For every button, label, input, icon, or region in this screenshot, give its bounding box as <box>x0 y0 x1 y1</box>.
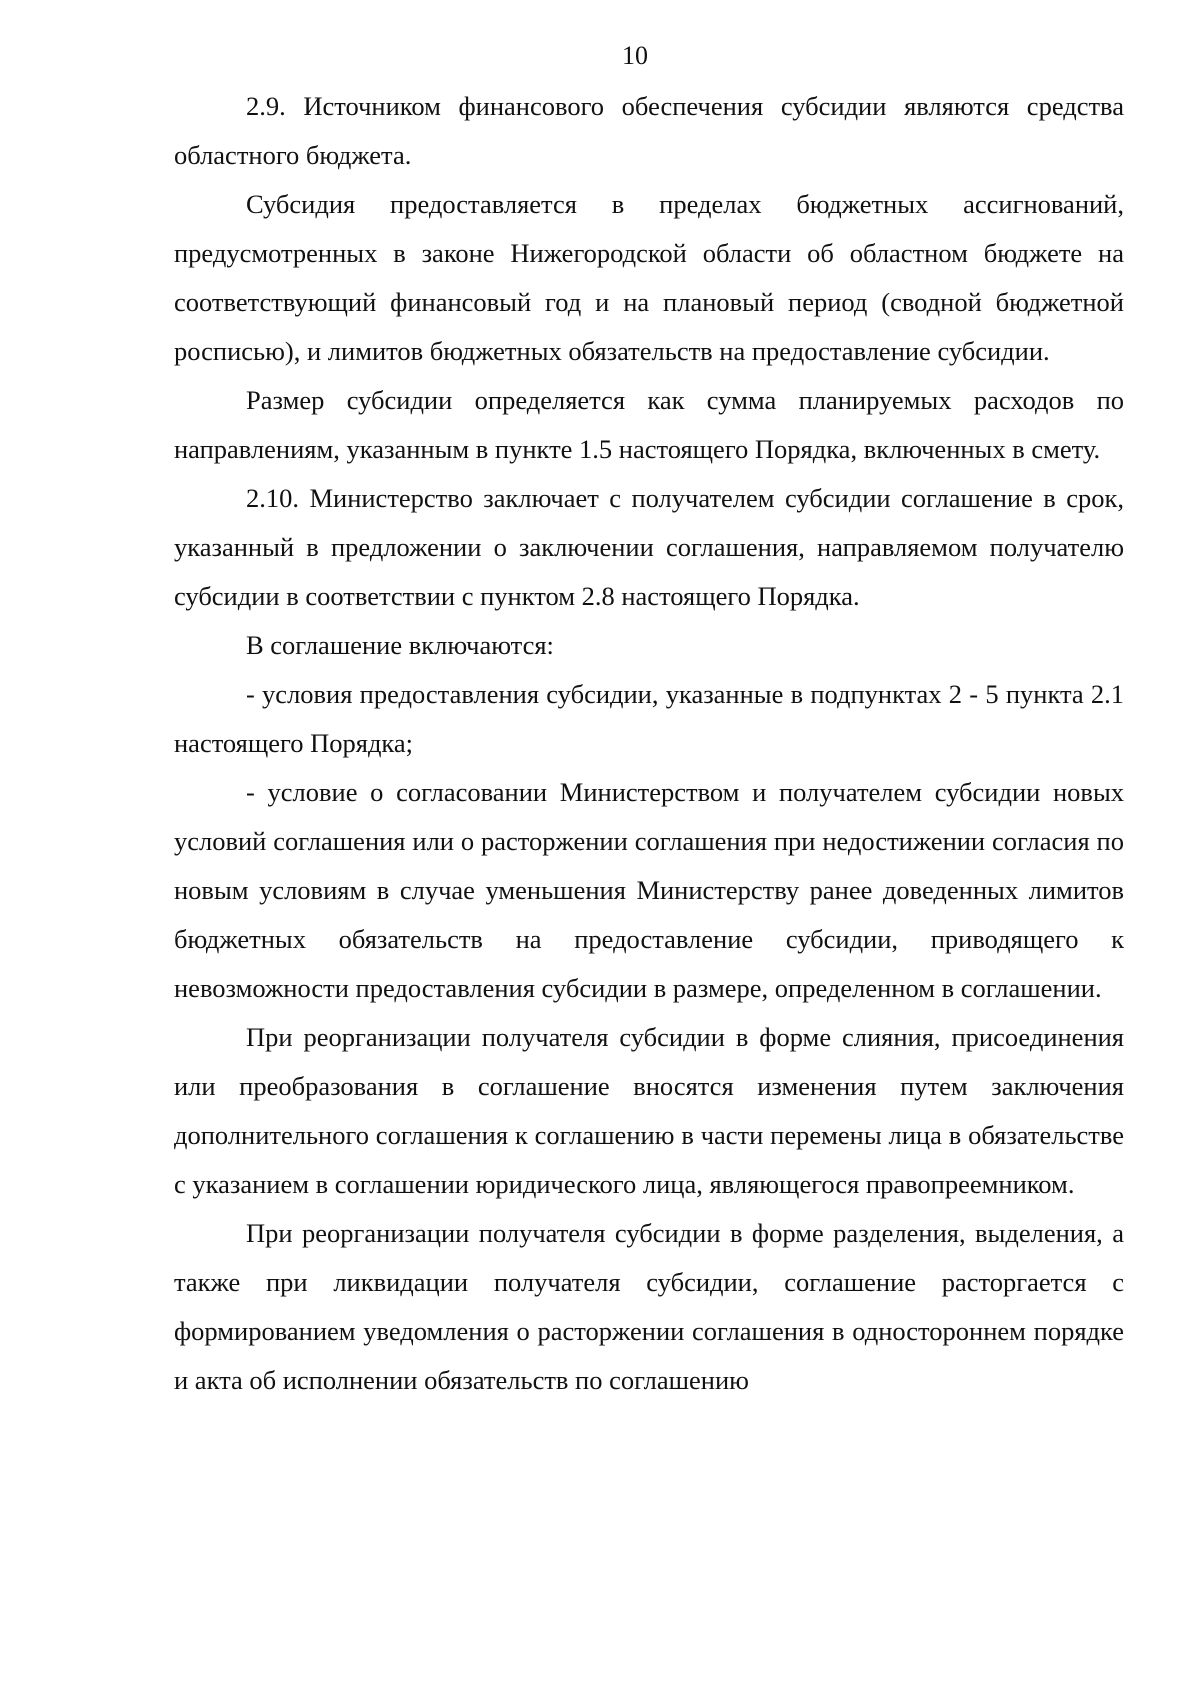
paragraph-subsidy-limits: Субсидия предоставляется в пределах бюджетных ассигнований, предусмотренных в законе Нижегородской области об областном бюджете на соответствующий финансовый год и на плановый период (сводной бюджетной росписью), и лимитов бюджетных обязательств на предоставление субсидии. <box>174 189 1124 366</box>
paragraph-subsidy-amount: Размер субсидии определяется как сумма планируемых расходов по направлениям, указанным в пункте 1.5 настоящего Порядка, включенных в смету. <box>174 385 1124 464</box>
page-number: 10 <box>622 41 648 70</box>
paragraph-reorganization-division: При реорганизации получателя субсидии в форме разделения, выделения, а также при ликвидации получателя субсидии, соглашение расторгается с формированием уведомления о расторжении соглашения в одностороннем порядке и акта об исполнении обязательств по соглашению <box>174 1218 1124 1395</box>
paragraph-2-9: 2.9. Источником финансового обеспечения субсидии являются средства областного бюджета. <box>174 91 1124 170</box>
paragraph-agreement-includes: В соглашение включаются: <box>246 630 554 660</box>
paragraph-reorganization-merger: При реорганизации получателя субсидии в форме слияния, присоединения или преобразования в соглашение вносятся изменения путем заключения дополнительного соглашения к соглашению в части перемены лица в обязательстве с указанием в соглашении юридического лица, являющегося правопреемником. <box>174 1022 1124 1199</box>
document-body <box>174 82 1124 1405</box>
paragraph-2-10: 2.10. Министерство заключает с получателем субсидии соглашение в срок, указанный в предложении о заключении соглашения, направляемом получателю субсидии в соответствии с пунктом 2.8 настоящего Порядка. <box>174 483 1124 611</box>
paragraph-conditions-list-item-2: - условие о согласовании Министерством и получателем субсидии новых условий соглашения или о расторжении соглашения при недостижении согласия по новым условиям в случае уменьшения Министерству ранее доведенных лимитов бюджетных обязательств на предоставление субсидии, приводящего к невозможности предоставления субсидии в размере, определенном в соглашении. <box>174 777 1124 1003</box>
paragraph-conditions-list-item-1: - условия предоставления субсидии, указанные в подпунктах 2 - 5 пункта 2.1 настоящего Порядка; <box>174 679 1124 758</box>
